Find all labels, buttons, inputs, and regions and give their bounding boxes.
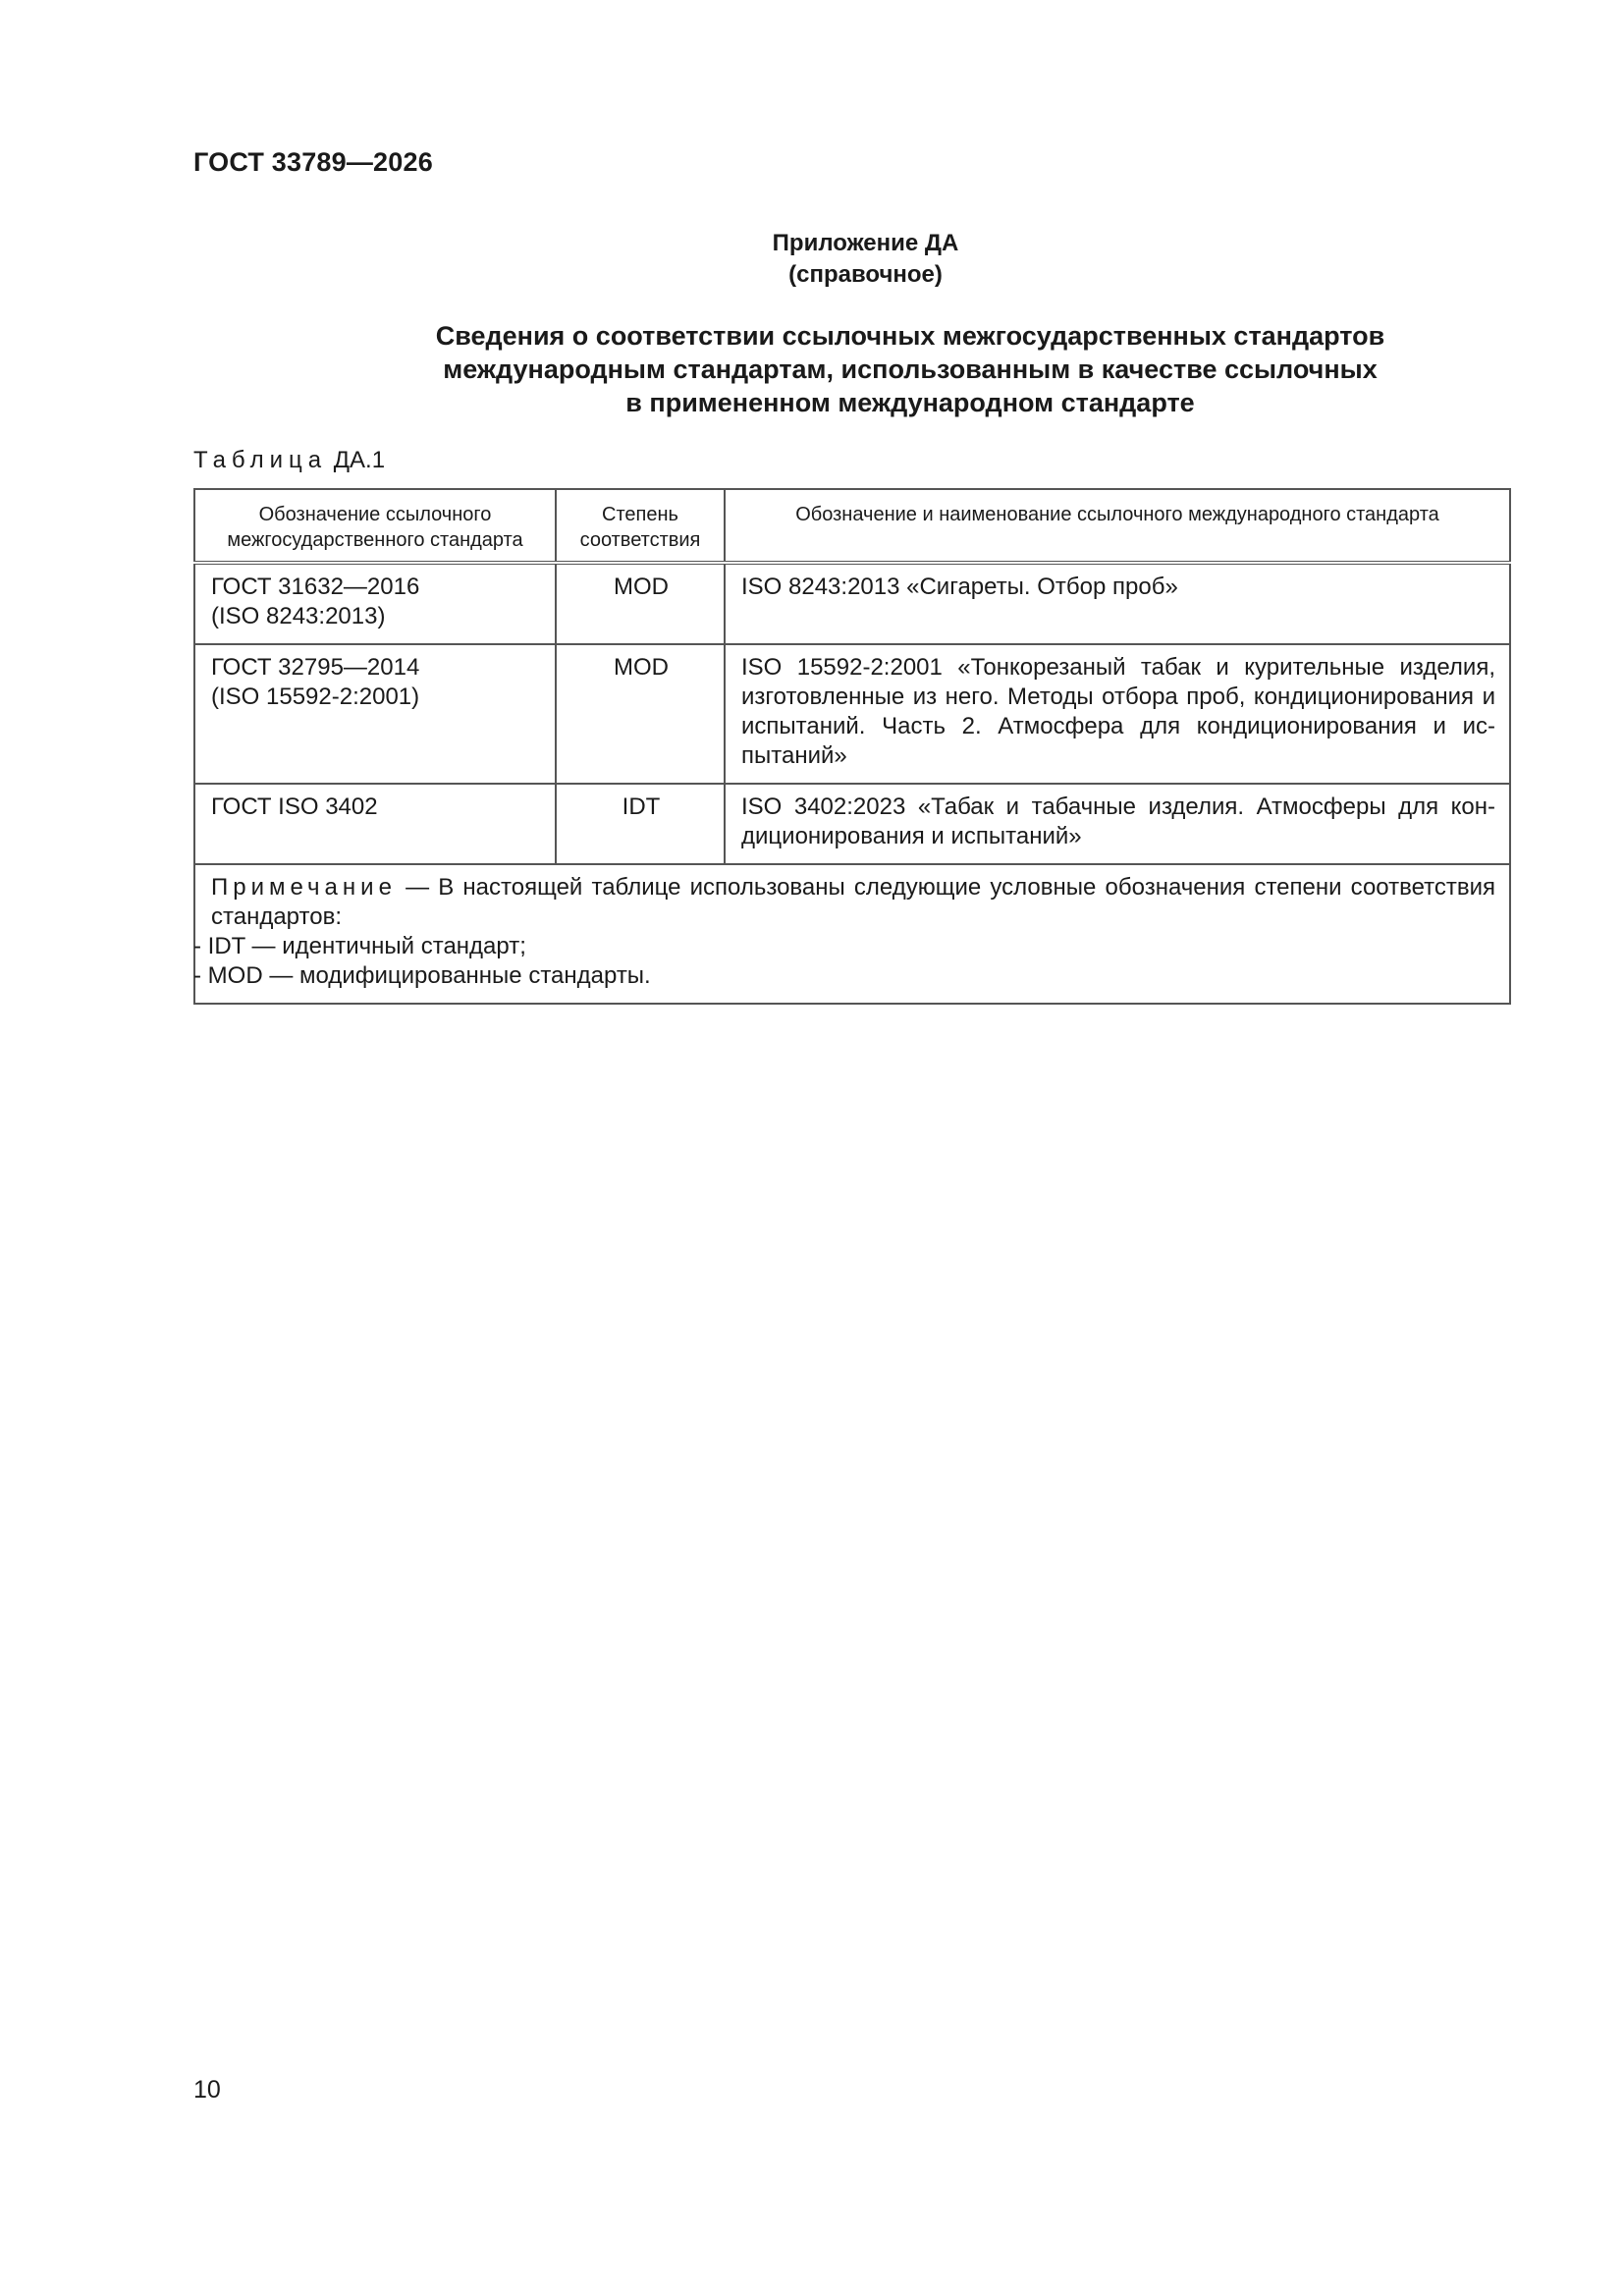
designation-line-1: ГОСТ ISO 3402 xyxy=(211,793,378,820)
annex-heading xyxy=(0,228,1623,291)
table-caption xyxy=(193,447,385,474)
cell-degree: IDT xyxy=(556,784,725,864)
note-text: — В настоящей таблице использованы следующие условные обозначения степени соответствия стандартов: xyxy=(211,874,1495,930)
designation-line-2: (ISO 8243:2013) xyxy=(211,603,386,629)
table-header-row xyxy=(194,489,1510,563)
title-line-2: международным стандартам, использованным в качестве ссылочных xyxy=(443,355,1378,384)
cell-degree: MOD xyxy=(556,563,725,644)
annex-kind: (справочное) xyxy=(788,261,943,288)
designation-line-1: ГОСТ 31632—2016 xyxy=(211,574,420,600)
reference-table xyxy=(193,488,1511,1005)
table-note-row xyxy=(194,864,1510,1004)
header-degree-line-2: соответствия xyxy=(579,529,701,551)
cell-international: ISO 15592-2:2001 «Тонкорезаный табак и курительные изделия, изготовленные из него. Методы отбора проб, кондиционирования и испытаний. Часть 2. Атмосфера для кондиционирования и испытаний» xyxy=(725,644,1510,784)
table-caption-number: ДА.1 xyxy=(333,447,386,473)
table-row xyxy=(194,644,1510,784)
document-code: ГОСТ 33789—2026 xyxy=(193,147,433,177)
table-row xyxy=(194,784,1510,864)
header-designation-line-1: Обозначение ссылочного xyxy=(258,504,492,525)
list-item: - IDT — идентичный стандарт; xyxy=(193,933,526,959)
header-international: Обозначение и наименование ссылочного международного стандарта xyxy=(725,489,1510,563)
page-number: 10 xyxy=(193,2076,221,2104)
note-list xyxy=(193,932,1495,991)
header-degree-line-1: Степень xyxy=(602,504,678,525)
cell-designation xyxy=(194,563,556,644)
table-note xyxy=(194,864,1510,1004)
annex-title: Приложение ДА xyxy=(772,230,959,256)
page-title xyxy=(193,319,1509,419)
header-degree xyxy=(556,489,725,563)
cell-designation xyxy=(194,784,556,864)
designation-line-1: ГОСТ 32795—2014 xyxy=(211,654,420,681)
list-item: - MOD — модифицированные стандарты. xyxy=(193,962,651,989)
table-row xyxy=(194,563,1510,644)
title-line-3: в примененном международном стандарте xyxy=(625,388,1195,417)
header-designation xyxy=(194,489,556,563)
table-caption-word: Таблица xyxy=(193,447,328,473)
cell-degree: MOD xyxy=(556,644,725,784)
note-label: Примечание xyxy=(211,874,397,901)
designation-line-2: (ISO 15592-2:2001) xyxy=(211,683,420,710)
header-designation-line-2: межгосударственного стандарта xyxy=(227,529,523,551)
title-line-1: Сведения о соответствии ссылочных межгосударственных стандартов xyxy=(435,321,1385,351)
cell-international: ISO 3402:2023 «Табак и табачные изделия. Атмосферы для кондиционирования и испытаний» xyxy=(725,784,1510,864)
cell-designation xyxy=(194,644,556,784)
cell-international: ISO 8243:2013 «Сигареты. Отбор проб» xyxy=(725,563,1510,644)
